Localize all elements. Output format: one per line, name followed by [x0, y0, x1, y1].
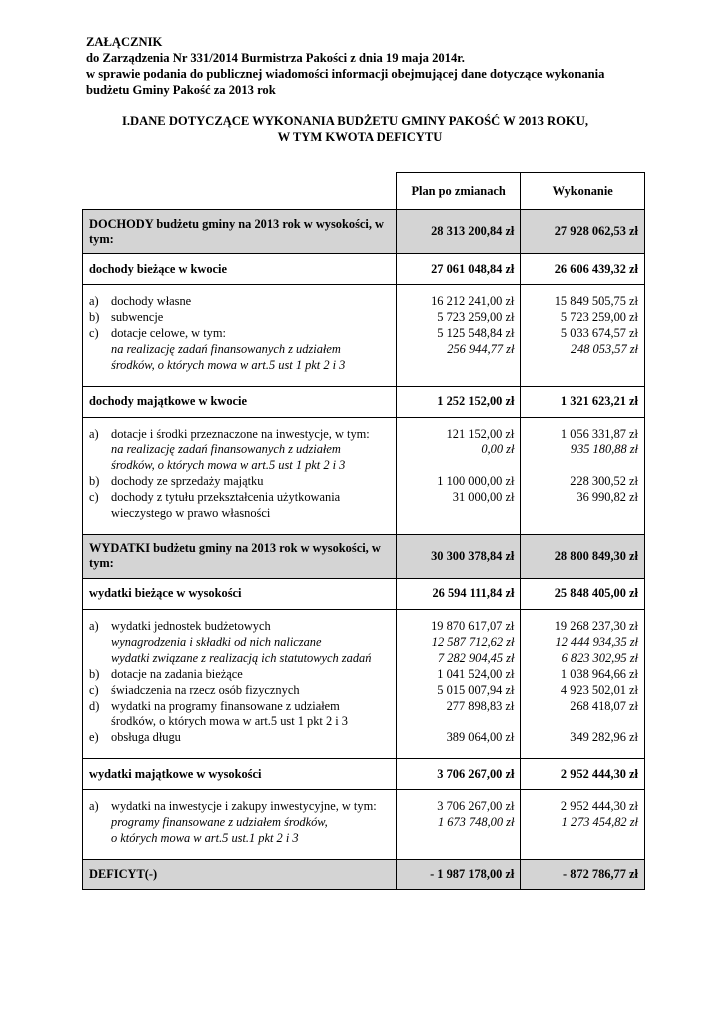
table-row-wydatki: [83, 534, 645, 578]
section-title-line1: DANE DOTYCZĄCE WYKONANIA BUDŻETU GMINY PAKOŚĆ W 2013 ROKU,: [130, 114, 588, 128]
row-plan: 27 061 048,84 zł: [396, 254, 521, 285]
row-label: dochody bieżące w kwocie: [83, 254, 397, 285]
document-header: [86, 34, 686, 98]
row-plan: 3 706 267,00 zł: [396, 759, 521, 790]
details-execution: 15 849 505,75 zł 5 723 259,00 zł 5 033 674,57 zł 248 053,57 zł: [521, 285, 645, 387]
details-plan: 16 212 241,00 zł 5 723 259,00 zł 5 125 548,84 zł 256 944,77 zł: [396, 285, 521, 387]
row-plan: 1 252 152,00 zł: [396, 386, 521, 417]
table-row-wydatki-biezace-details: [83, 609, 645, 758]
column-header-plan: Plan po zmianach: [396, 173, 521, 210]
table-row-wydatki-biezace: [83, 578, 645, 609]
header-line-budget: budżetu Gminy Pakość za 2013 rok: [86, 83, 276, 97]
table-row-dochody-majatkowe: [83, 386, 645, 417]
header-line-ordinance: do Zarządzenia Nr 331/2014 Burmistrza Pakości z dnia 19 maja 2014r.: [86, 51, 465, 65]
details-execution: 1 056 331,87 zł 935 180,88 zł 228 300,52 zł 36 990,82 zł: [521, 417, 645, 534]
section-title: [100, 113, 660, 145]
details-plan: 121 152,00 zł 0,00 zł 1 100 000,00 zł 31 000,00 zł: [396, 417, 521, 534]
row-label: dochody majątkowe w kwocie: [83, 386, 397, 417]
header-line-attachment: ZAŁĄCZNIK: [86, 35, 163, 49]
column-header-execution: Wykonanie: [521, 173, 645, 210]
details-plan: 19 870 617,07 zł 12 587 712,62 zł 7 282 904,45 zł 1 041 524,00 zł 5 015 007,94 zł 277 898,83 zł 389 064,00 zł: [396, 609, 521, 758]
row-execution: 28 800 849,30 zł: [521, 534, 645, 578]
row-plan: 26 594 111,84 zł: [396, 578, 521, 609]
details-execution: 19 268 237,30 zł 12 444 934,35 zł 6 823 302,95 zł 1 038 964,66 zł 4 923 502,01 zł 268 418,07 zł 349 282,96 zł: [521, 609, 645, 758]
row-label: DEFICYT(-): [83, 859, 397, 889]
section-number: I.: [121, 114, 130, 128]
table-row-dochody-majatkowe-details: [83, 417, 645, 534]
row-execution: 25 848 405,00 zł: [521, 578, 645, 609]
row-label: DOCHODY budżetu gminy na 2013 rok w wysokości, w tym:: [83, 210, 397, 254]
table-row-dochody-biezace: [83, 254, 645, 285]
row-execution: 26 606 439,32 zł: [521, 254, 645, 285]
details-labels: a) wydatki na inwestycje i zakupy inwestycyjne, w tym: programy finansowane z udziałem środków, o których mowa w art.5 ust.1 pkt 2 i 3: [83, 790, 397, 860]
row-plan: 28 313 200,84 zł: [396, 210, 521, 254]
table-header-row: [83, 173, 645, 210]
row-execution: 2 952 444,30 zł: [521, 759, 645, 790]
section-title-line2: W TYM KWOTA DEFICYTU: [277, 130, 443, 144]
row-execution: - 872 786,77 zł: [521, 859, 645, 889]
details-plan: 3 706 267,00 zł 1 673 748,00 zł: [396, 790, 521, 860]
row-label: wydatki majątkowe w wysokości: [83, 759, 397, 790]
header-line-subject: w sprawie podania do publicznej wiadomości informacji obejmującej dane dotyczące wykonania: [86, 67, 605, 81]
table-row-wydatki-majatkowe: [83, 759, 645, 790]
row-execution: 1 321 623,21 zł: [521, 386, 645, 417]
table-row-dochody: [83, 210, 645, 254]
row-plan: - 1 987 178,00 zł: [396, 859, 521, 889]
table-row-wydatki-majatkowe-details: [83, 790, 645, 860]
table-row-dochody-biezace-details: [83, 285, 645, 387]
budget-table: [82, 172, 645, 890]
details-execution: 2 952 444,30 zł 1 273 454,82 zł: [521, 790, 645, 860]
row-plan: 30 300 378,84 zł: [396, 534, 521, 578]
details-labels: a) dotacje i środki przeznaczone na inwestycje, w tym: na realizację zadań finansowanych z udziałem środków, o których mowa w art.5 ust 1 pkt 2 i 3 b) dochody ze sprzedaży majątku c) dochody z tytułu przekształcenia użytkowania wieczystego w prawo własności: [83, 417, 397, 534]
row-execution: 27 928 062,53 zł: [521, 210, 645, 254]
details-labels: a) dochody własne b) subwencje c) dotacje celowe, w tym: na realizację zadań finansowanych z udziałem środków, o których mowa w art.5 ust 1 pkt 2 i 3: [83, 285, 397, 387]
row-label: WYDATKI budżetu gminy na 2013 rok w wysokości, w tym:: [83, 534, 397, 578]
row-label: wydatki bieżące w wysokości: [83, 578, 397, 609]
table-row-deficyt: [83, 859, 645, 889]
details-labels: a) wydatki jednostek budżetowych wynagrodzenia i składki od nich naliczane wydatki związane z realizacją ich statutowych zadań b) dotacje na zadania bieżące c) świadczenia na rzecz osób fizycznych d) wydatki na programy finansowane z udziałem środków, o których mowa w art.5 ust 1 pkt 2 i 3 e) obsługa długu: [83, 609, 397, 758]
